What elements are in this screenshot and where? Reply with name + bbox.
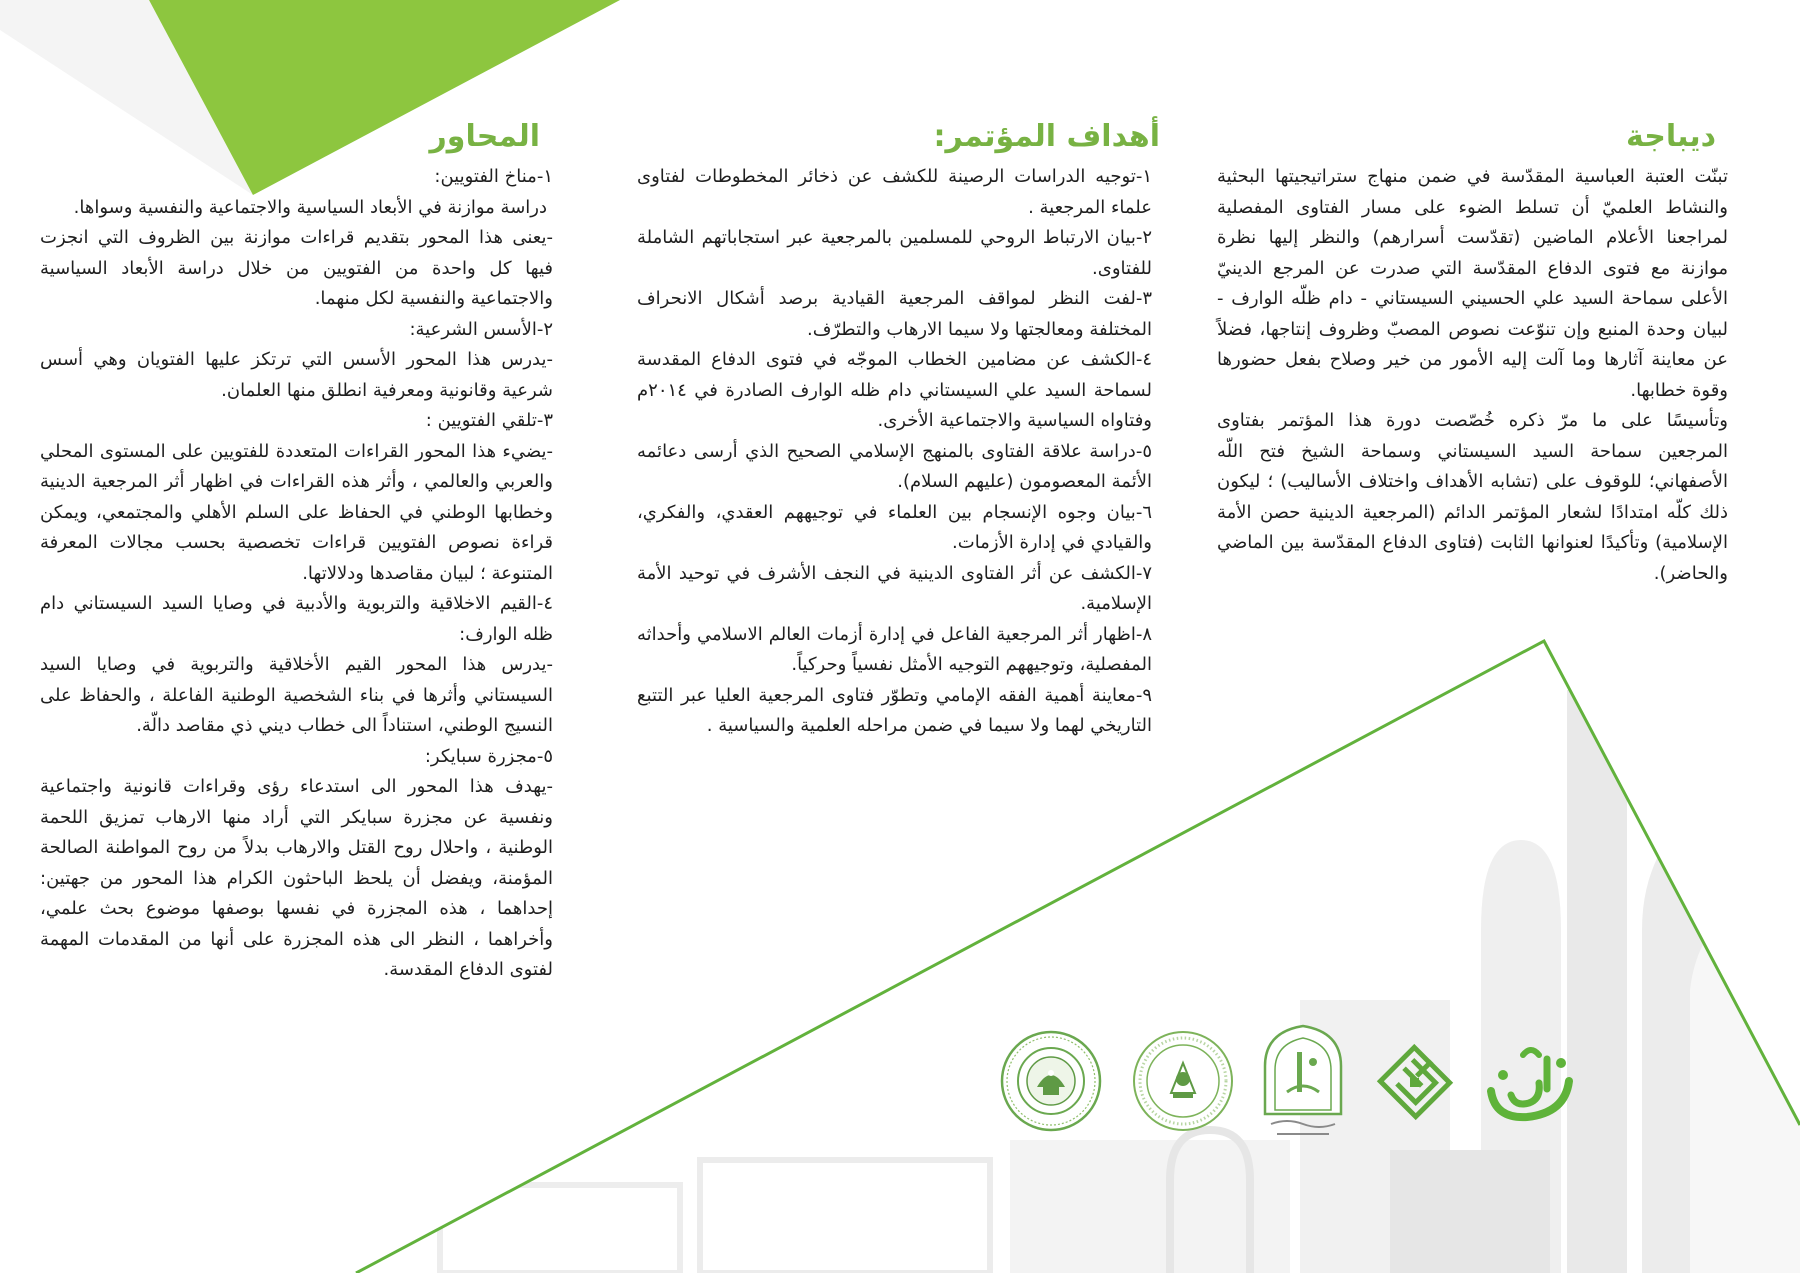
green-calligraphy-logo-icon xyxy=(1481,1033,1581,1133)
axis-heading: ٥-مجزرة سبايكر: xyxy=(424,745,553,767)
objective-item: ٩-معاينة أهمية الفقه الإمامي وتطوّر فتاوى المرجعية العليا عبر التتبع التاريخي لهما ولا سيما في ضمن مراحله العلمية والسياسية . xyxy=(637,684,1152,736)
objective-item: ٨-اظهار أثر المرجعية الفاعل في إدارة أزمات العالم الاسلامي وأحداثه المفصلية، وتوجيههم التوجيه الأمثل نفسياً وحركياً. xyxy=(637,623,1152,675)
objective-item: ٥-دراسة علاقة الفتاوى بالمنهج الإسلامي الصحيح الذي أرسى دعائمه الأئمة المعصومون (عليهم السلام). xyxy=(637,440,1152,492)
objective-item: ١-توجيه الدراسات الرصينة للكشف عن ذخائر المخطوطات لفتاوى علماء المرجعية . xyxy=(637,166,1152,218)
axis-body: -يدرس هذا المحور القيم الأخلاقية والتربوية في وصايا السيد السيستاني وأثرها في بناء الشخصية الوطنية الفاعلة ، والحفاظ على النسيج الوطني، استناداً الى خطاب ديني ذي مقاصد دالّة. xyxy=(40,654,553,736)
preamble-column xyxy=(1217,112,1728,589)
axis-body: دراسة موازنة في الأبعاد السياسية والاجتماعية والنفسية وسواها. xyxy=(73,196,547,218)
axis-heading: ٣-تلقي الفتويين : xyxy=(425,410,553,431)
axes-list xyxy=(40,162,553,986)
objective-item: ٣-لفت النظر لمواقف المرجعية القيادية برصد أشكال الانحراف المختلفة ومعالجتها ولا سيما الارهاب والتطرّف. xyxy=(637,288,1152,340)
axes-title: المحاور xyxy=(429,119,540,154)
objective-item: ٧-الكشف عن أثر الفتاوى الدينية في النجف الأشرف في توحيد الأمة الإسلامية. xyxy=(637,562,1152,614)
round-seal-logo-icon xyxy=(999,1027,1103,1135)
axis-heading: ٢-الأسس الشرعية: xyxy=(409,318,553,340)
preamble-paragraph: وتأسيسًا على ما مرّ ذكره خُصّصت دورة هذا المؤتمر بفتاوى المرجعين سماحة السيد السيستاني وسماحة الشيخ فتح اللّه الأصفهاني؛ للوقوف على (تشابه الأهداف واختلاف الأساليب) ؛ ليكون ذلك كلّه امتدادًا لشعار المؤتمر الدائم (المرجعية الدينية حصن الأمة الإسلامية) وتأكيدًا لعنوانها الثابت (فتاوى الدفاع المقدّسة بين الماضي والحاضر). xyxy=(1217,410,1728,584)
axis-heading: ١-مناخ الفتويين: xyxy=(434,166,553,187)
objective-item: ٦-بيان وجوه الإنسجام بين العلماء في توجيههم العقدي، والفكري، والقيادي في إدارة الأزمات. xyxy=(637,501,1152,553)
axis-body: -يضيء هذا المحور القراءات المتعددة للفتويين على المستوى المحلي والعربي والعالمي ، وأثر هذه القراءات في اظهار أثر المرجعية الدينية وخطابها الوطني في الحفاظ على السلم الأهلي والمجتمعي، ويمكن قراءة نصوص الفتويين قراءات تخصصية بحسب مجالات المعرفة المتنوعة ؛ لبيان مقاصدها ودلالاتها. xyxy=(40,440,553,584)
axes-column xyxy=(40,112,553,986)
objective-item: ٢-بيان الارتباط الروحي للمسلمين بالمرجعية عبر استجاباتهم الشاملة للفتاوى. xyxy=(637,227,1152,279)
objectives-list xyxy=(637,162,1152,742)
axis-body: -يدرس هذا المحور الأسس التي ترتكز عليها الفتويان وهي أسس شرعية وقانونية ومعرفية انطلق منها العلمان. xyxy=(40,349,553,401)
university-seal-logo-icon xyxy=(1131,1027,1235,1135)
square-calligraphy-logo-icon xyxy=(1366,1030,1464,1134)
objective-item: ٤-الكشف عن مضامين الخطاب الموجّه في فتوى الدفاع المقدسة لسماحة السيد علي السيستاني دام ظله الوارف الصادرة في ٢٠١٤م وفتاواه السياسية والاجتماعية الأخرى. xyxy=(637,349,1152,431)
axis-body: -يهدف هذا المحور الى استدعاء رؤى وقراءات قانونية واجتماعية ونفسية عن مجزرة سبايكر التي أراد منها الارهاب تمزيق اللحمة الوطنية ، واحلال روح القتل والارهاب بدلاً من روح المواطنة الصالحة المؤمنة، ويفضل أن يلحظ الباحثون الكرام هذا المحور من جهتين: إحداهما ، هذه المجزرة في نفسها بوصفها موضوع بحث علمي، وأخراهما ، النظر الى هذه المجزرة على أنها من المقدمات المهمة لفتوى الدفاع المقدسة. xyxy=(40,776,553,980)
objectives-title: أهداف المؤتمر: xyxy=(933,119,1160,154)
preamble-text xyxy=(1217,162,1728,589)
architecture-shapes xyxy=(440,690,1800,1273)
preamble-title: ديباجة xyxy=(1626,119,1716,154)
axis-heading: ٤-القيم الاخلاقية والتربوية والأدبية في وصايا السيد السيستاني دام ظله الوارف: xyxy=(40,593,553,645)
axis-body: -يعنى هذا المحور بتقديم قراءات موازنة بين الظروف التي انجزت فيها كل واحدة من الفتويين من خلال دراسة الأبعاد السياسية والاجتماعية والنفسية لكل منهما. xyxy=(40,227,553,309)
arch-logo-icon xyxy=(1257,1022,1349,1140)
preamble-paragraph: تبنّت العتبة العباسية المقدّسة في ضمن منهاج ستراتيجيتها البحثية والنشاط العلميّ أن تسلط الضوء على مسار الفتاوى المفصلية لمراجعنا الأعلام الماضين (تقدّست أسرارهم) والنظر إليها نظرة موازنة مع فتوى الدفاع المقدّسة التي صدرت عن المرجع الدينيّ الأعلى سماحة السيد علي الحسيني السيستاني - دام ظلّه الوارف - لبيان وحدة المنبع وإن تنوّعت نصوص المصبّ وظروف إنتاجها، فضلاً عن معاينة آثارها وما آلت إليه الأمور من خير وصلاح بفعل حضورها وقوة خطابها. xyxy=(1217,166,1728,401)
objectives-column xyxy=(637,112,1160,742)
